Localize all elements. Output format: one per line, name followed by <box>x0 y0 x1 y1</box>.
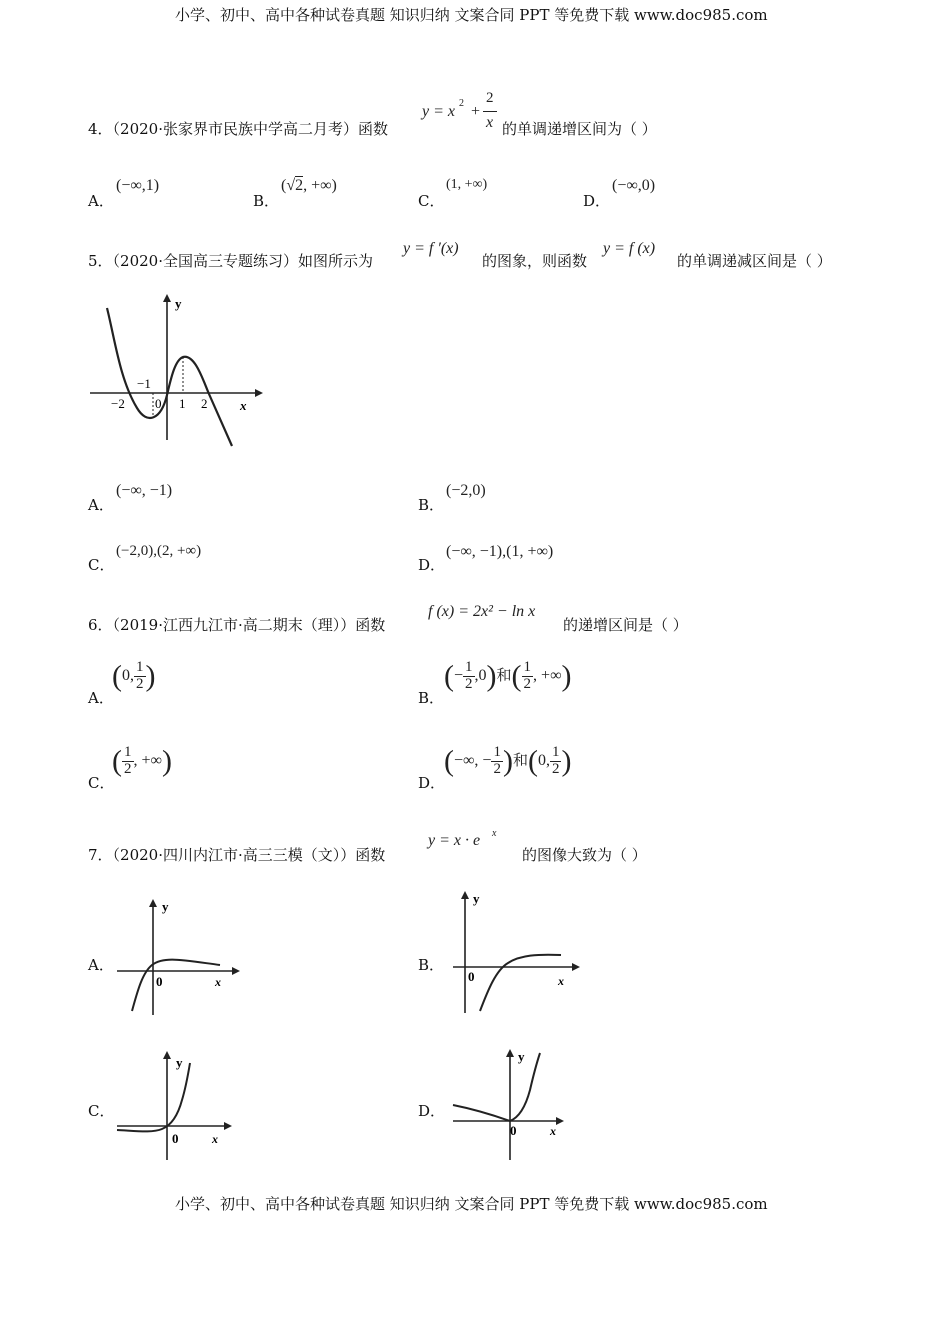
q4-option-c-value: (1, +∞) <box>446 177 488 192</box>
q4-option-b-label[interactable]: B． <box>253 192 280 210</box>
q7-option-a-label[interactable]: A． <box>88 956 114 974</box>
graph-label-x: x <box>215 975 221 989</box>
q5-stem <box>88 250 373 271</box>
q7-func-exp: x <box>492 828 497 839</box>
graph-label-x: x <box>550 1124 556 1138</box>
q7-option-b-label[interactable]: B． <box>418 956 445 974</box>
x-axis-arrow-icon <box>224 1122 232 1130</box>
graph-label-y: y <box>176 1055 183 1070</box>
q5-number: 5． <box>88 252 113 270</box>
q5-func: y = f (x) <box>603 240 656 257</box>
q7-graph-a[interactable] <box>112 893 242 1018</box>
graph-label-neg1: −1 <box>137 376 151 391</box>
q4-func-lhs: y = x <box>422 103 455 120</box>
q7-number: 7． <box>88 846 113 864</box>
graph-label-y: y <box>162 899 169 914</box>
graph-label-y: y <box>175 296 182 311</box>
sqrt-icon: √ <box>286 177 296 194</box>
q5-option-b-label[interactable]: B． <box>418 496 445 514</box>
page-header: 小学、初中、高中各种试卷真题 知识归纳 文案合同 PPT 等免费下载 www.doc985.com <box>175 6 768 24</box>
q4-option-b-value: (√2, +∞) <box>281 177 337 194</box>
graph-label-zero: 0 <box>156 974 163 989</box>
q5-option-a-value: (−∞, −1) <box>116 482 173 499</box>
q6-stem <box>88 614 385 635</box>
x-axis-arrow-icon <box>572 963 580 971</box>
q4-option-c-label[interactable]: C． <box>418 192 445 210</box>
q4-option-d-value: (−∞,0) <box>612 177 656 194</box>
q5-option-c-label[interactable]: C． <box>88 556 115 574</box>
q7-tail: 的图像大致为（ ） <box>522 846 647 864</box>
q7-source: （2020·四川内江市·高三三模（文））函数 <box>112 846 386 864</box>
q5-option-b-value: (−2,0) <box>446 482 486 499</box>
q4-frac-den: x <box>486 114 494 131</box>
q4-function <box>422 90 502 140</box>
q5-source: （2020·全国高三专题练习）如图所示为 <box>112 252 373 270</box>
graph-label-zero: 0 <box>172 1131 179 1146</box>
q4-source: （2020·张家界市民族中学高二月考）函数 <box>112 120 388 138</box>
q6-option-c-label[interactable]: C． <box>88 774 115 792</box>
graph-label-y: y <box>473 891 480 906</box>
graph-label-x: x <box>558 974 564 988</box>
graph-label-zero: 0 <box>155 396 162 411</box>
graph-label-two: 2 <box>201 396 208 411</box>
graph-label-zero: 0 <box>468 969 475 984</box>
q5-option-c-value: (−2,0),(2, +∞) <box>116 543 202 559</box>
q4-frac-bar <box>483 111 497 112</box>
q5-func-derivative: y = f ′(x) <box>403 240 459 257</box>
y-axis-arrow-icon <box>163 294 171 302</box>
x-axis-arrow-icon <box>556 1117 564 1125</box>
q7-func-lhs: y = x · e <box>428 832 481 849</box>
q4-option-a-label[interactable]: A． <box>88 192 114 210</box>
q6-option-b-value: (− $\frac{1}{2}$ ,0)和( $\frac{1}{2}$ , +∞) <box>444 659 572 693</box>
q5-option-d-label[interactable]: D． <box>418 556 446 574</box>
q7-graph-b[interactable] <box>448 885 583 1015</box>
q4-tail: 的单调递增区间为（ ） <box>502 120 657 138</box>
q4-option-d-label[interactable]: D． <box>583 192 611 210</box>
q6-function: f (x) = 2x² − ln x <box>428 603 536 620</box>
q6-option-b-label[interactable]: B． <box>418 689 445 707</box>
q5-option-d-value: (−∞, −1),(1, +∞) <box>446 543 554 560</box>
q5-tail: 的单调递减区间是（ ） <box>677 252 832 270</box>
q7-graph-c[interactable] <box>112 1045 237 1163</box>
q4-number: 4． <box>88 120 113 138</box>
q6-number: 6． <box>88 616 113 634</box>
graph-curve <box>132 960 220 1011</box>
q4-option-a-value: (−∞,1) <box>116 177 160 194</box>
graph-curve <box>117 1063 190 1131</box>
graph-label-zero: 0 <box>510 1123 517 1138</box>
q6-tail: 的递增区间是（ ） <box>563 616 688 634</box>
y-axis-arrow-icon <box>163 1051 171 1059</box>
graph-label-one: 1 <box>179 396 186 411</box>
q7-stem <box>88 844 385 865</box>
graph-label-x: x <box>240 398 247 413</box>
graph-curve <box>453 1053 540 1121</box>
x-axis-arrow-icon <box>255 389 263 397</box>
q6-option-a-value: (0, $\frac{1}{2}$ ) <box>112 659 156 693</box>
q6-option-d-value: (−∞, − $\frac{1}{2}$ )和(0, $\frac{1}{2}$ ) <box>444 744 572 778</box>
q4-func-exp: 2 <box>459 98 464 109</box>
q5-derivative-graph <box>85 290 265 450</box>
y-axis-arrow-icon <box>461 891 469 899</box>
graph-label-y: y <box>518 1049 525 1064</box>
q6-option-c-value: ( $\frac{1}{2}$ , +∞) <box>112 744 172 778</box>
q4-frac-num: 2 <box>486 90 494 106</box>
q6-option-d-label[interactable]: D． <box>418 774 446 792</box>
q6-option-a-label[interactable]: A． <box>88 689 114 707</box>
q6-source: （2019·江西九江市·高二期末（理））函数 <box>112 616 386 634</box>
q5-option-a-label[interactable]: A． <box>88 496 114 514</box>
q7-graph-d[interactable] <box>448 1045 568 1163</box>
q4-stem <box>88 118 388 139</box>
q7-function <box>428 828 518 862</box>
y-axis-arrow-icon <box>506 1049 514 1057</box>
y-axis-arrow-icon <box>149 899 157 907</box>
page-footer: 小学、初中、高中各种试卷真题 知识归纳 文案合同 PPT 等免费下载 www.doc985.com <box>175 1195 768 1213</box>
derivative-curve <box>107 308 232 446</box>
q4-func-plus: + <box>471 103 481 120</box>
graph-label-x: x <box>212 1132 218 1146</box>
graph-label-neg2: −2 <box>111 396 125 411</box>
q7-option-d-label[interactable]: D． <box>418 1102 446 1120</box>
x-axis-arrow-icon <box>232 967 240 975</box>
q7-option-c-label[interactable]: C． <box>88 1102 115 1120</box>
graph-curve <box>480 955 561 1011</box>
q5-mid-text: 的图象，则函数 <box>482 252 588 270</box>
